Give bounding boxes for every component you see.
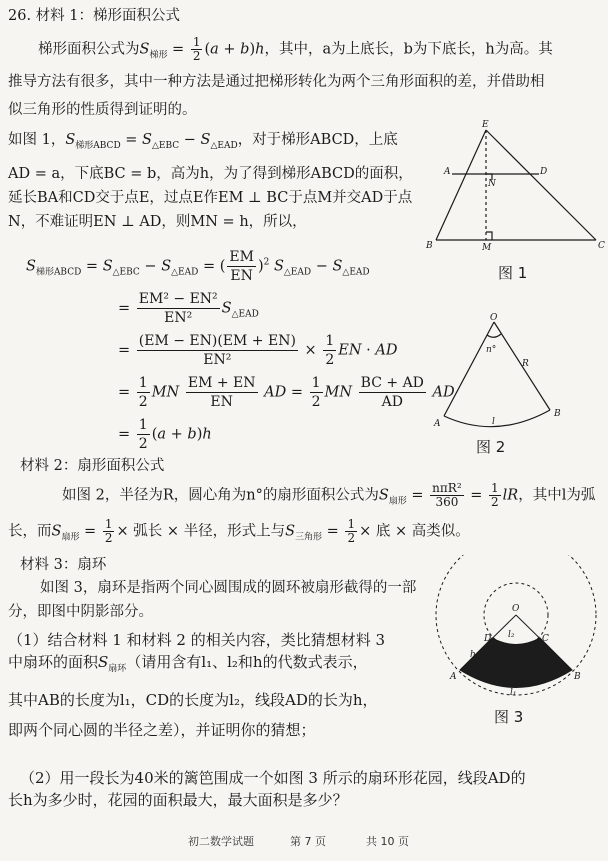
svg-text:N: N [488, 179, 496, 189]
svg-text:C: C [598, 241, 605, 251]
m3-line2: 分，即图中阴影部分。 [8, 604, 153, 620]
q1-line4: 即两个同心圆的半径之差），并证明你的猜想； [8, 721, 316, 739]
derivation-step3: = $\frac{(EM - EN)(EM + EN)}{\text{EN²}}$ × $\frac{1}{2}$ EN · AD [118, 333, 398, 368]
svg-text:D: D [484, 634, 492, 644]
svg-text:B: B [554, 409, 561, 419]
svg-text:A: A [434, 419, 441, 429]
svg-text:l₁: l₁ [510, 688, 517, 698]
q1-line1: （1）结合材料 1 和材料 2 的相关内容，类比猜想材料 3 [8, 631, 386, 649]
figure-2-sector [430, 310, 580, 440]
footer-total-pages: 共 10 页 [366, 835, 409, 848]
svg-text:h: h [470, 650, 476, 660]
m3-title: 材料 3：扇环 [20, 557, 107, 573]
m1-line1: 梯形面积公式为$S_{梯形}$ = $\frac{1}{2}$ (a + b)h，其中，a为上底长，b为下底长，h为高。其 [38, 35, 553, 63]
svg-text:D: D [540, 167, 548, 177]
derivation-step5: = $\frac{1}{2}$ (a + b)h [118, 417, 212, 452]
derivation-step1: $S_{梯形ABCD} = S_{\triangle EBC} - S_{\triangle EAD}$ = ( $\frac{EM}{EN}$ )$^2$ $S_{\triangle EAD} - S_{\triangle EAD}$ [26, 249, 370, 284]
svg-text:C: C [542, 634, 549, 644]
m1-line4: 如图 1，$S_{梯形ABCD} = S_{\triangle EBC} - S_{\triangle EAD}$，对于梯形ABCD，上底 [8, 132, 398, 151]
m1-line2: 推导方法有很多，其中一种方法是通过把梯形转化为两个三角形面积的差，并借助相 [8, 74, 545, 90]
svg-text:n°: n° [486, 345, 497, 355]
q1-line3: 其中AB的长度为l₁，CD的长度为l₂，线段AD的长为h， [8, 691, 378, 709]
m2-line1: 如图 2，半径为R，圆心角为n°的扇形面积公式为$S_{扇形}$ = $\frac{\text{nπR²}}{360}$ = $\frac{1}{2}$ lR，其中l为弧 [62, 481, 596, 509]
m1-line7: N，不难证明EN ⊥ AD，则MN = h，所以， [8, 214, 307, 230]
q2-line1: （2）用一段长为40米的篱笆围成一个如图 3 所示的扇环形花园，线段AD的 [20, 769, 526, 787]
figure-1-caption: 图 1 [498, 264, 528, 282]
m1-line5: AD = a，下底BC = b，高为h，为了得到梯形ABCD的面积， [8, 166, 413, 182]
svg-text:B: B [574, 672, 581, 682]
svg-text:O: O [490, 313, 498, 323]
derivation-step2: = $\frac{\text{EM² − EN²}}{\text{EN²}}$ $S_{\triangle EAD}$ [118, 291, 259, 326]
footer-page-number: 第 7 页 [290, 835, 326, 848]
figure-3-caption: 图 3 [494, 708, 524, 726]
svg-text:M: M [482, 243, 492, 253]
figure-3-annulus-sector [430, 555, 602, 705]
m2-line2: 长，而$S_{扇形}$ = $\frac{1}{2}$ × 弧长 × 半径，形式上与$S_{三角形}$ = $\frac{1}{2}$ × 底 × 高类似。 [8, 517, 470, 545]
svg-text:A: A [450, 672, 457, 682]
svg-text:E: E [482, 120, 489, 130]
svg-text:l: l [492, 417, 495, 427]
m3-line1: 如图 3，扇环是指两个同心圆围成的圆环被扇形截得的一部 [40, 580, 417, 596]
question-header: 26. 材料 1：梯形面积公式 [8, 8, 181, 24]
q1-line2: 中扇环的面积$S_{扇环}$（请用含有l₁、l₂和h的代数式表示， [8, 653, 368, 674]
svg-text:B: B [426, 241, 433, 251]
svg-text:R: R [522, 359, 529, 369]
m1-line3: 似三角形的性质得到证明的。 [8, 102, 197, 118]
figure-2-caption: 图 2 [476, 438, 506, 456]
footer-exam-name: 初二数学试题 [188, 835, 254, 848]
m2-title: 材料 2：扇形面积公式 [20, 458, 165, 474]
derivation-step4: = $\frac{1}{2}$ MN $\frac{EM + EN}{EN}$ AD = $\frac{1}{2}$ MN $\frac{BC + AD}{AD}$ AD [118, 375, 455, 410]
figure-1-trapezoid [418, 118, 608, 258]
svg-text:l₂: l₂ [508, 630, 515, 640]
svg-text:A: A [444, 167, 451, 177]
m1-line6: 延长BA和CD交于点E，过点E作EM ⊥ BC于点M并交AD于点 [8, 190, 413, 206]
svg-text:O: O [512, 604, 520, 614]
q2-line2: 长h为多少时，花园的面积最大，最大面积是多少？ [8, 791, 348, 809]
